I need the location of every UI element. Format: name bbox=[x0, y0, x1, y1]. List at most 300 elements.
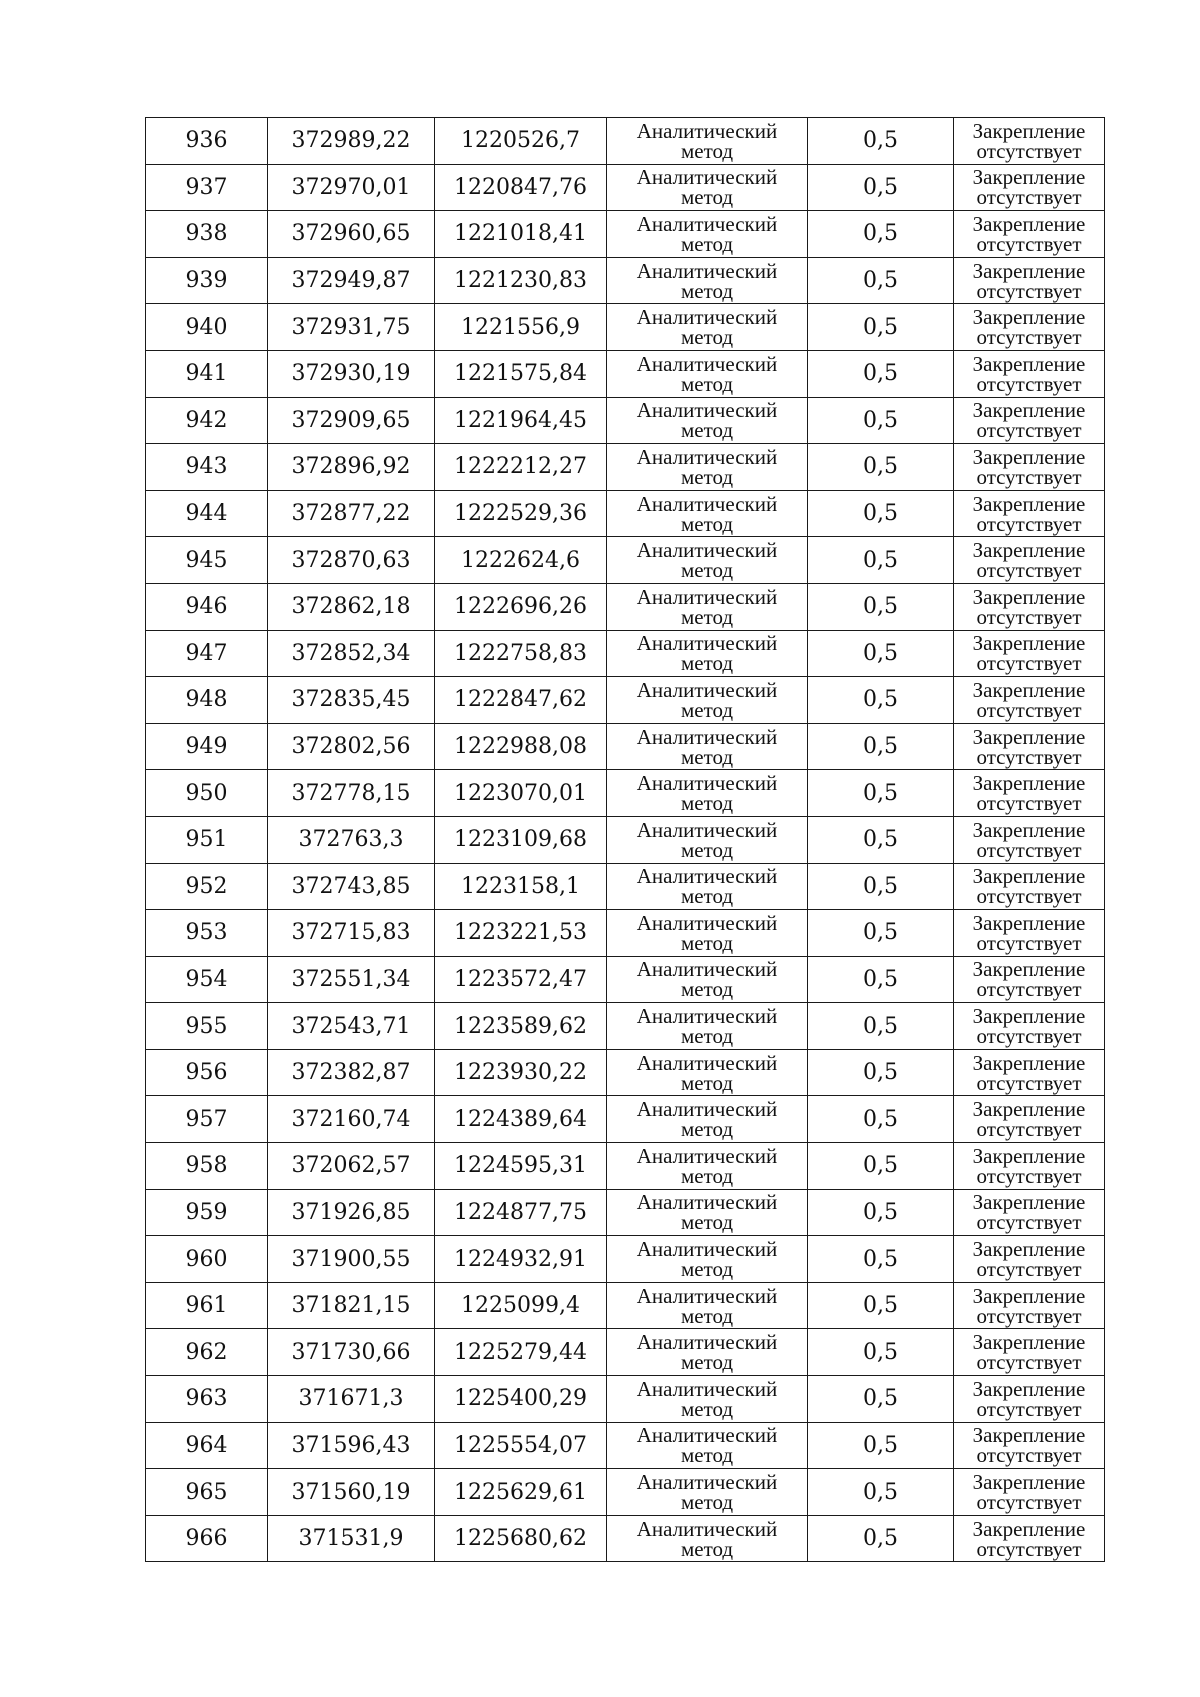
method-cell-line-1: Аналитический bbox=[636, 910, 778, 935]
accuracy-cell: 0,5 bbox=[808, 816, 954, 863]
method-cell-line-1: Аналитический bbox=[636, 677, 778, 702]
point-number-cell: 938 bbox=[146, 211, 268, 258]
fixation-cell-line-2: отсутствует bbox=[976, 1443, 1082, 1468]
method-cell-line-1: Аналитический bbox=[636, 724, 778, 749]
y-coordinate-cell: 1223070,01 bbox=[435, 770, 607, 817]
table-row bbox=[146, 583, 1105, 630]
method-cell-line-1: Аналитический bbox=[636, 1050, 778, 1075]
accuracy-cell: 0,5 bbox=[808, 1236, 954, 1283]
method-cell bbox=[607, 1469, 808, 1516]
point-number-cell: 937 bbox=[146, 164, 268, 211]
method-cell bbox=[607, 1376, 808, 1423]
fixation-cell-line-2: отсутствует bbox=[976, 1210, 1082, 1235]
point-number-cell: 952 bbox=[146, 863, 268, 910]
x-coordinate-cell: 372715,83 bbox=[268, 910, 435, 957]
fixation-cell-line-2: отсутствует bbox=[976, 1257, 1082, 1282]
fixation-cell-line-1: Закрепление bbox=[972, 1237, 1086, 1262]
accuracy-cell: 0,5 bbox=[808, 118, 954, 165]
method-cell bbox=[607, 257, 808, 304]
fixation-cell-line-1: Закрепление bbox=[972, 165, 1086, 190]
y-coordinate-cell: 1225554,07 bbox=[435, 1422, 607, 1469]
method-cell-line-1: Аналитический bbox=[636, 165, 778, 190]
fixation-cell-line-1: Закрепление bbox=[972, 305, 1086, 330]
method-cell-line-2: метод bbox=[680, 371, 734, 396]
method-cell-line-1: Аналитический bbox=[636, 1237, 778, 1262]
x-coordinate-cell: 372970,01 bbox=[268, 164, 435, 211]
method-cell-line-2: метод bbox=[680, 511, 734, 536]
y-coordinate-cell: 1225099,4 bbox=[435, 1282, 607, 1329]
y-coordinate-cell: 1220526,7 bbox=[435, 118, 607, 165]
accuracy-cell: 0,5 bbox=[808, 397, 954, 444]
y-coordinate-cell: 1223158,1 bbox=[435, 863, 607, 910]
fixation-cell-line-2: отсутствует bbox=[976, 977, 1082, 1002]
point-number-cell: 959 bbox=[146, 1189, 268, 1236]
fixation-cell bbox=[954, 537, 1105, 584]
method-cell-line-1: Аналитический bbox=[636, 444, 778, 469]
fixation-cell-line-2: отсутствует bbox=[976, 138, 1082, 163]
method-cell-line-1: Аналитический bbox=[636, 1283, 778, 1308]
fixation-cell-line-2: отсутствует bbox=[976, 185, 1082, 210]
point-number-cell: 946 bbox=[146, 583, 268, 630]
method-cell bbox=[607, 583, 808, 630]
y-coordinate-cell: 1222758,83 bbox=[435, 630, 607, 677]
point-number-cell: 942 bbox=[146, 397, 268, 444]
fixation-cell bbox=[954, 211, 1105, 258]
fixation-cell bbox=[954, 1003, 1105, 1050]
table-row bbox=[146, 304, 1105, 351]
fixation-cell bbox=[954, 1189, 1105, 1236]
y-coordinate-cell: 1223109,68 bbox=[435, 816, 607, 863]
point-number-cell: 954 bbox=[146, 956, 268, 1003]
fixation-cell-line-1: Закрепление bbox=[972, 910, 1086, 935]
method-cell bbox=[607, 863, 808, 910]
table-row bbox=[146, 1422, 1105, 1469]
fixation-cell bbox=[954, 1329, 1105, 1376]
fixation-cell-line-2: отсутствует bbox=[976, 930, 1082, 955]
point-number-cell: 944 bbox=[146, 490, 268, 537]
table-row bbox=[146, 164, 1105, 211]
fixation-cell-line-2: отсутствует bbox=[976, 744, 1082, 769]
point-number-cell: 949 bbox=[146, 723, 268, 770]
fixation-cell-line-2: отсутствует bbox=[976, 1490, 1082, 1515]
accuracy-cell: 0,5 bbox=[808, 1329, 954, 1376]
table-row bbox=[146, 1049, 1105, 1096]
fixation-cell-line-2: отсутствует bbox=[976, 697, 1082, 722]
accuracy-cell: 0,5 bbox=[808, 537, 954, 584]
fixation-cell bbox=[954, 723, 1105, 770]
fixation-cell-line-1: Закрепление bbox=[972, 1050, 1086, 1075]
accuracy-cell: 0,5 bbox=[808, 304, 954, 351]
fixation-cell bbox=[954, 1143, 1105, 1190]
fixation-cell bbox=[954, 1515, 1105, 1562]
fixation-cell-line-1: Закрепление bbox=[972, 1097, 1086, 1122]
fixation-cell bbox=[954, 1282, 1105, 1329]
fixation-cell-line-1: Закрепление bbox=[972, 1376, 1086, 1401]
method-cell-line-2: метод bbox=[680, 977, 734, 1002]
x-coordinate-cell: 372551,34 bbox=[268, 956, 435, 1003]
method-cell-line-1: Аналитический bbox=[636, 1143, 778, 1168]
table-row bbox=[146, 910, 1105, 957]
fixation-cell-line-2: отсутствует bbox=[976, 1396, 1082, 1421]
accuracy-cell: 0,5 bbox=[808, 723, 954, 770]
fixation-cell-line-1: Закрепление bbox=[972, 211, 1086, 236]
fixation-cell-line-1: Закрепление bbox=[972, 1283, 1086, 1308]
point-number-cell: 958 bbox=[146, 1143, 268, 1190]
fixation-cell-line-1: Закрепление bbox=[972, 1423, 1086, 1448]
method-cell bbox=[607, 118, 808, 165]
method-cell-line-1: Аналитический bbox=[636, 1423, 778, 1448]
x-coordinate-cell: 372949,87 bbox=[268, 257, 435, 304]
fixation-cell bbox=[954, 1376, 1105, 1423]
method-cell-line-2: метод bbox=[680, 1257, 734, 1282]
method-cell-line-2: метод bbox=[680, 651, 734, 676]
method-cell-line-2: метод bbox=[680, 1024, 734, 1049]
method-cell-line-2: метод bbox=[680, 231, 734, 256]
coordinates-table-body bbox=[146, 118, 1105, 1562]
x-coordinate-cell: 372989,22 bbox=[268, 118, 435, 165]
method-cell bbox=[607, 1049, 808, 1096]
y-coordinate-cell: 1221964,45 bbox=[435, 397, 607, 444]
fixation-cell-line-1: Закрепление bbox=[972, 538, 1086, 563]
fixation-cell-line-1: Закрепление bbox=[972, 1143, 1086, 1168]
table-row bbox=[146, 1003, 1105, 1050]
method-cell bbox=[607, 956, 808, 1003]
x-coordinate-cell: 372862,18 bbox=[268, 583, 435, 630]
table-row bbox=[146, 956, 1105, 1003]
point-number-cell: 951 bbox=[146, 816, 268, 863]
table-row bbox=[146, 211, 1105, 258]
y-coordinate-cell: 1223572,47 bbox=[435, 956, 607, 1003]
fixation-cell-line-1: Закрепление bbox=[972, 724, 1086, 749]
method-cell-line-2: метод bbox=[680, 1490, 734, 1515]
fixation-cell bbox=[954, 350, 1105, 397]
fixation-cell-line-2: отсутствует bbox=[976, 325, 1082, 350]
x-coordinate-cell: 371560,19 bbox=[268, 1469, 435, 1516]
method-cell bbox=[607, 490, 808, 537]
fixation-cell-line-1: Закрепление bbox=[972, 771, 1086, 796]
table-row bbox=[146, 1376, 1105, 1423]
table-row bbox=[146, 1515, 1105, 1562]
y-coordinate-cell: 1221575,84 bbox=[435, 350, 607, 397]
table-row bbox=[146, 1329, 1105, 1376]
fixation-cell bbox=[954, 444, 1105, 491]
method-cell-line-2: метод bbox=[680, 1070, 734, 1095]
fixation-cell-line-1: Закрепление bbox=[972, 491, 1086, 516]
point-number-cell: 960 bbox=[146, 1236, 268, 1283]
y-coordinate-cell: 1222529,36 bbox=[435, 490, 607, 537]
method-cell-line-1: Аналитический bbox=[636, 1004, 778, 1029]
x-coordinate-cell: 372802,56 bbox=[268, 723, 435, 770]
accuracy-cell: 0,5 bbox=[808, 583, 954, 630]
x-coordinate-cell: 372877,22 bbox=[268, 490, 435, 537]
fixation-cell-line-2: отсутствует bbox=[976, 418, 1082, 443]
accuracy-cell: 0,5 bbox=[808, 490, 954, 537]
accuracy-cell: 0,5 bbox=[808, 956, 954, 1003]
x-coordinate-cell: 372870,63 bbox=[268, 537, 435, 584]
table-row bbox=[146, 1189, 1105, 1236]
point-number-cell: 939 bbox=[146, 257, 268, 304]
fixation-cell-line-1: Закрепление bbox=[972, 677, 1086, 702]
method-cell bbox=[607, 164, 808, 211]
point-number-cell: 963 bbox=[146, 1376, 268, 1423]
accuracy-cell: 0,5 bbox=[808, 630, 954, 677]
method-cell-line-1: Аналитический bbox=[636, 1376, 778, 1401]
y-coordinate-cell: 1224389,64 bbox=[435, 1096, 607, 1143]
y-coordinate-cell: 1223221,53 bbox=[435, 910, 607, 957]
fixation-cell-line-1: Закрепление bbox=[972, 817, 1086, 842]
method-cell-line-1: Аналитический bbox=[636, 1516, 778, 1541]
point-number-cell: 953 bbox=[146, 910, 268, 957]
fixation-cell-line-2: отсутствует bbox=[976, 651, 1082, 676]
y-coordinate-cell: 1222624,6 bbox=[435, 537, 607, 584]
y-coordinate-cell: 1221556,9 bbox=[435, 304, 607, 351]
method-cell bbox=[607, 397, 808, 444]
y-coordinate-cell: 1224595,31 bbox=[435, 1143, 607, 1190]
method-cell bbox=[607, 444, 808, 491]
method-cell-line-1: Аналитический bbox=[636, 1190, 778, 1215]
table-row bbox=[146, 863, 1105, 910]
table-row bbox=[146, 1469, 1105, 1516]
method-cell bbox=[607, 630, 808, 677]
method-cell-line-2: метод bbox=[680, 1163, 734, 1188]
method-cell bbox=[607, 1189, 808, 1236]
method-cell bbox=[607, 1003, 808, 1050]
fixation-cell bbox=[954, 910, 1105, 957]
fixation-cell-line-2: отсутствует bbox=[976, 1303, 1082, 1328]
point-number-cell: 957 bbox=[146, 1096, 268, 1143]
x-coordinate-cell: 371821,15 bbox=[268, 1282, 435, 1329]
fixation-cell-line-1: Закрепление bbox=[972, 1190, 1086, 1215]
accuracy-cell: 0,5 bbox=[808, 350, 954, 397]
accuracy-cell: 0,5 bbox=[808, 1422, 954, 1469]
table-row bbox=[146, 444, 1105, 491]
fixation-cell bbox=[954, 770, 1105, 817]
fixation-cell-line-1: Закрепление bbox=[972, 1004, 1086, 1029]
method-cell-line-2: метод bbox=[680, 837, 734, 862]
x-coordinate-cell: 371531,9 bbox=[268, 1515, 435, 1562]
x-coordinate-cell: 372930,19 bbox=[268, 350, 435, 397]
method-cell-line-2: метод bbox=[680, 325, 734, 350]
fixation-cell-line-1: Закрепление bbox=[972, 631, 1086, 656]
x-coordinate-cell: 371926,85 bbox=[268, 1189, 435, 1236]
x-coordinate-cell: 371671,3 bbox=[268, 1376, 435, 1423]
accuracy-cell: 0,5 bbox=[808, 1189, 954, 1236]
y-coordinate-cell: 1224877,75 bbox=[435, 1189, 607, 1236]
fixation-cell-line-1: Закрепление bbox=[972, 351, 1086, 376]
fixation-cell-line-2: отсутствует bbox=[976, 1024, 1082, 1049]
accuracy-cell: 0,5 bbox=[808, 1096, 954, 1143]
point-number-cell: 964 bbox=[146, 1422, 268, 1469]
method-cell-line-2: метод bbox=[680, 1396, 734, 1421]
method-cell bbox=[607, 723, 808, 770]
x-coordinate-cell: 371900,55 bbox=[268, 1236, 435, 1283]
method-cell bbox=[607, 350, 808, 397]
fixation-cell-line-2: отсутствует bbox=[976, 371, 1082, 396]
x-coordinate-cell: 372160,74 bbox=[268, 1096, 435, 1143]
method-cell bbox=[607, 537, 808, 584]
fixation-cell-line-2: отсутствует bbox=[976, 511, 1082, 536]
method-cell-line-2: метод bbox=[680, 1536, 734, 1561]
method-cell-line-2: метод bbox=[680, 558, 734, 583]
table-row bbox=[146, 677, 1105, 724]
fixation-cell-line-2: отсутствует bbox=[976, 604, 1082, 629]
point-number-cell: 950 bbox=[146, 770, 268, 817]
fixation-cell bbox=[954, 863, 1105, 910]
method-cell bbox=[607, 211, 808, 258]
method-cell-line-1: Аналитический bbox=[636, 1097, 778, 1122]
method-cell-line-1: Аналитический bbox=[636, 211, 778, 236]
method-cell bbox=[607, 910, 808, 957]
accuracy-cell: 0,5 bbox=[808, 211, 954, 258]
y-coordinate-cell: 1220847,76 bbox=[435, 164, 607, 211]
fixation-cell-line-2: отсутствует bbox=[976, 278, 1082, 303]
table-row bbox=[146, 490, 1105, 537]
method-cell bbox=[607, 816, 808, 863]
accuracy-cell: 0,5 bbox=[808, 863, 954, 910]
fixation-cell bbox=[954, 1096, 1105, 1143]
fixation-cell-line-1: Закрепление bbox=[972, 1470, 1086, 1495]
fixation-cell bbox=[954, 816, 1105, 863]
accuracy-cell: 0,5 bbox=[808, 1003, 954, 1050]
fixation-cell-line-2: отсутствует bbox=[976, 791, 1082, 816]
fixation-cell-line-2: отсутствует bbox=[976, 464, 1082, 489]
x-coordinate-cell: 372778,15 bbox=[268, 770, 435, 817]
method-cell bbox=[607, 304, 808, 351]
accuracy-cell: 0,5 bbox=[808, 1143, 954, 1190]
x-coordinate-cell: 372062,57 bbox=[268, 1143, 435, 1190]
point-number-cell: 941 bbox=[146, 350, 268, 397]
point-number-cell: 966 bbox=[146, 1515, 268, 1562]
fixation-cell-line-2: отсутствует bbox=[976, 884, 1082, 909]
method-cell-line-1: Аналитический bbox=[636, 258, 778, 283]
method-cell-line-2: метод bbox=[680, 185, 734, 210]
accuracy-cell: 0,5 bbox=[808, 1469, 954, 1516]
table-row bbox=[146, 723, 1105, 770]
y-coordinate-cell: 1224932,91 bbox=[435, 1236, 607, 1283]
fixation-cell bbox=[954, 583, 1105, 630]
method-cell bbox=[607, 677, 808, 724]
method-cell-line-2: метод bbox=[680, 1210, 734, 1235]
method-cell-line-1: Аналитический bbox=[636, 491, 778, 516]
method-cell bbox=[607, 1329, 808, 1376]
y-coordinate-cell: 1222847,62 bbox=[435, 677, 607, 724]
method-cell-line-2: метод bbox=[680, 884, 734, 909]
x-coordinate-cell: 372543,71 bbox=[268, 1003, 435, 1050]
x-coordinate-cell: 372763,3 bbox=[268, 816, 435, 863]
table-row bbox=[146, 1236, 1105, 1283]
fixation-cell bbox=[954, 1469, 1105, 1516]
x-coordinate-cell: 372743,85 bbox=[268, 863, 435, 910]
fixation-cell bbox=[954, 164, 1105, 211]
point-number-cell: 945 bbox=[146, 537, 268, 584]
method-cell-line-2: метод bbox=[680, 791, 734, 816]
point-number-cell: 965 bbox=[146, 1469, 268, 1516]
method-cell-line-2: метод bbox=[680, 138, 734, 163]
fixation-cell bbox=[954, 118, 1105, 165]
point-number-cell: 936 bbox=[146, 118, 268, 165]
method-cell-line-1: Аналитический bbox=[636, 398, 778, 423]
method-cell bbox=[607, 1282, 808, 1329]
method-cell bbox=[607, 1143, 808, 1190]
fixation-cell-line-1: Закрепление bbox=[972, 118, 1086, 143]
fixation-cell-line-1: Закрепление bbox=[972, 1330, 1086, 1355]
fixation-cell-line-1: Закрепление bbox=[972, 398, 1086, 423]
method-cell-line-2: метод bbox=[680, 930, 734, 955]
point-number-cell: 956 bbox=[146, 1049, 268, 1096]
fixation-cell-line-2: отсутствует bbox=[976, 1163, 1082, 1188]
y-coordinate-cell: 1223589,62 bbox=[435, 1003, 607, 1050]
point-number-cell: 955 bbox=[146, 1003, 268, 1050]
accuracy-cell: 0,5 bbox=[808, 1282, 954, 1329]
method-cell-line-1: Аналитический bbox=[636, 817, 778, 842]
table-row bbox=[146, 118, 1105, 165]
fixation-cell bbox=[954, 304, 1105, 351]
accuracy-cell: 0,5 bbox=[808, 1049, 954, 1096]
method-cell bbox=[607, 1515, 808, 1562]
method-cell-line-2: метод bbox=[680, 1443, 734, 1468]
x-coordinate-cell: 372960,65 bbox=[268, 211, 435, 258]
fixation-cell-line-2: отсутствует bbox=[976, 558, 1082, 583]
fixation-cell-line-2: отсутствует bbox=[976, 1070, 1082, 1095]
table-row bbox=[146, 350, 1105, 397]
accuracy-cell: 0,5 bbox=[808, 677, 954, 724]
y-coordinate-cell: 1225629,61 bbox=[435, 1469, 607, 1516]
fixation-cell-line-1: Закрепление bbox=[972, 444, 1086, 469]
table-row bbox=[146, 257, 1105, 304]
method-cell bbox=[607, 1096, 808, 1143]
y-coordinate-cell: 1221018,41 bbox=[435, 211, 607, 258]
fixation-cell bbox=[954, 677, 1105, 724]
method-cell bbox=[607, 1236, 808, 1283]
x-coordinate-cell: 372896,92 bbox=[268, 444, 435, 491]
accuracy-cell: 0,5 bbox=[808, 1376, 954, 1423]
accuracy-cell: 0,5 bbox=[808, 444, 954, 491]
fixation-cell-line-1: Закрепление bbox=[972, 258, 1086, 283]
method-cell-line-1: Аналитический bbox=[636, 351, 778, 376]
accuracy-cell: 0,5 bbox=[808, 770, 954, 817]
table-row bbox=[146, 630, 1105, 677]
y-coordinate-cell: 1225680,62 bbox=[435, 1515, 607, 1562]
method-cell-line-1: Аналитический bbox=[636, 118, 778, 143]
fixation-cell bbox=[954, 1422, 1105, 1469]
fixation-cell bbox=[954, 1049, 1105, 1096]
table-row bbox=[146, 770, 1105, 817]
y-coordinate-cell: 1222988,08 bbox=[435, 723, 607, 770]
accuracy-cell: 0,5 bbox=[808, 910, 954, 957]
method-cell-line-1: Аналитический bbox=[636, 771, 778, 796]
point-number-cell: 943 bbox=[146, 444, 268, 491]
y-coordinate-cell: 1221230,83 bbox=[435, 257, 607, 304]
method-cell-line-2: метод bbox=[680, 1350, 734, 1375]
point-number-cell: 940 bbox=[146, 304, 268, 351]
y-coordinate-cell: 1225279,44 bbox=[435, 1329, 607, 1376]
method-cell bbox=[607, 770, 808, 817]
method-cell-line-2: метод bbox=[680, 418, 734, 443]
x-coordinate-cell: 372852,34 bbox=[268, 630, 435, 677]
method-cell-line-1: Аналитический bbox=[636, 538, 778, 563]
method-cell-line-1: Аналитический bbox=[636, 1330, 778, 1355]
table-row bbox=[146, 1143, 1105, 1190]
point-number-cell: 947 bbox=[146, 630, 268, 677]
fixation-cell-line-2: отсутствует bbox=[976, 1350, 1082, 1375]
fixation-cell bbox=[954, 397, 1105, 444]
fixation-cell-line-2: отсутствует bbox=[976, 1117, 1082, 1142]
method-cell-line-2: метод bbox=[680, 697, 734, 722]
method-cell-line-2: метод bbox=[680, 744, 734, 769]
point-number-cell: 948 bbox=[146, 677, 268, 724]
x-coordinate-cell: 371730,66 bbox=[268, 1329, 435, 1376]
point-number-cell: 962 bbox=[146, 1329, 268, 1376]
